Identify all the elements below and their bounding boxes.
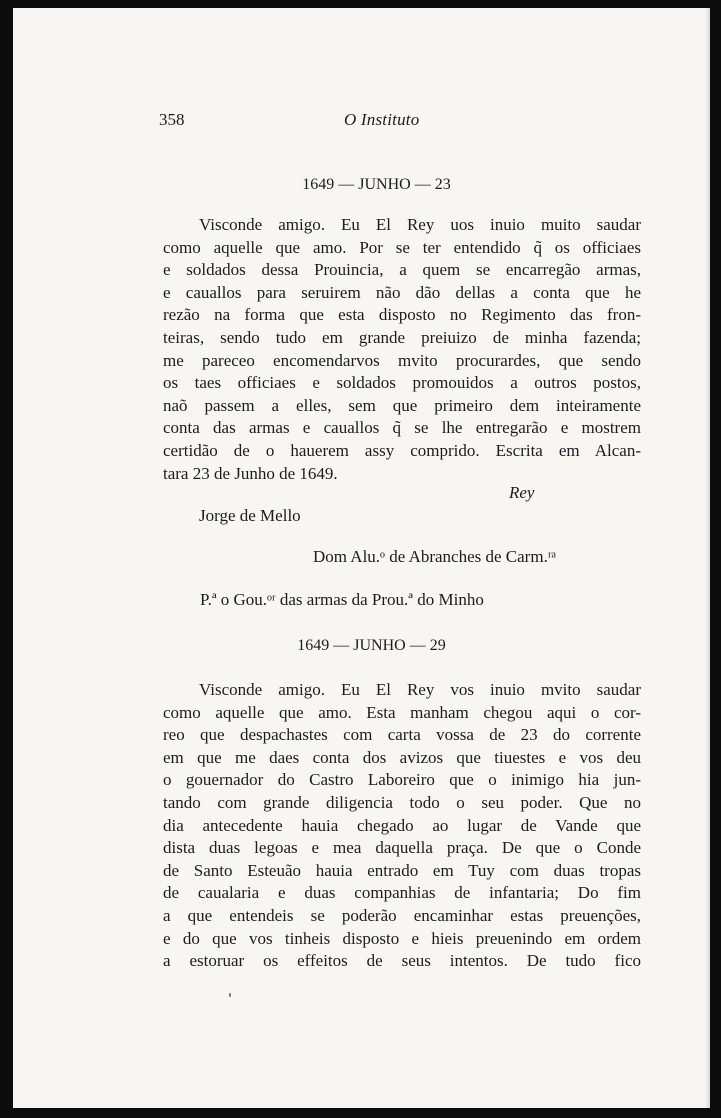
body-line: de caualaria e duas companhias de infantaria; Do fim: [163, 883, 641, 903]
letter-addressee: P.ª o Gou.ᵒʳ das armas da Prou.ª do Minho: [200, 590, 484, 609]
body-line: a estoruar os effeitos de seus intentos. De tudo fico: [163, 951, 641, 971]
signature-rey: Rey: [509, 483, 535, 502]
book-page: [13, 8, 710, 1108]
body-line: tara 23 de Junho de 1649.: [163, 463, 338, 483]
body-line: Visconde amigo. Eu El Rey vos inuio mvito saudar: [199, 680, 641, 699]
body-line: como aquelle que amo. Por se ter entendido q̃ os officiaes: [163, 237, 641, 257]
body-line: rezão na forma que esta disposto no Regimento das fron-: [163, 305, 641, 325]
body-line: me pareceo encomendarvos mvito procurardes, que sendo: [163, 350, 641, 370]
body-line: os taes officiaes e soldados promouidos a outros postos,: [163, 373, 641, 393]
body-line: certidão de o hauerem assy comprido. Escrita em Alcan-: [163, 440, 641, 460]
running-title: O Instituto: [344, 110, 420, 129]
body-line: naõ passem a elles, sem que primeiro dem inteiramente: [163, 395, 641, 415]
body-line: como aquelle que amo. Esta manham chegou aqui o cor-: [163, 702, 641, 722]
body-line: teiras, sendo tudo em grande preiuizo de minha fazenda;: [163, 327, 641, 347]
letter-date-heading: 1649 — JUNHO — 23: [302, 176, 451, 193]
page-edge-shadow: [705, 8, 710, 1108]
body-line: e cauallos para seruirem não dão dellas a conta que he: [163, 282, 641, 302]
body-line: o gouernador do Castro Laboreiro que o inimigo hia jun-: [163, 770, 641, 790]
body-line: dia antecedente hauia chegado ao lugar de Vande que: [163, 815, 641, 835]
body-line: e do que vos tinheis disposto e hieis preuenindo em ordem: [163, 928, 641, 948]
body-line: de Santo Esteuão hauia entrado em Tuy com duas tropas: [163, 860, 641, 880]
body-line: em que me daes conta dos avizos que tiuestes e vos deu: [163, 747, 641, 767]
letter-date-heading: 1649 — JUNHO — 29: [297, 637, 446, 654]
body-line: tando com grande diligencia todo o seu poder. Que no: [163, 792, 641, 812]
letter-body: [163, 679, 641, 973]
ink-speck: [229, 993, 231, 997]
countersignature: Dom Alu.ᵒ de Abranches de Carm.ʳᵃ: [313, 547, 557, 566]
page-number: 358: [159, 110, 185, 129]
body-line: e soldados dessa Prouincia, a quem se encarregão armas,: [163, 260, 641, 280]
body-line: reo que despachastes com carta vossa de 23 do corrente: [163, 725, 641, 745]
letter-body: [163, 214, 641, 485]
body-line: conta das armas e cauallos q̃ se lhe entregarão e mostrem: [163, 418, 641, 438]
body-line: a que entendeis se poderão encaminhar estas preuenções,: [163, 905, 641, 925]
secretary-signature: Jorge de Mello: [199, 506, 301, 525]
body-line: Visconde amigo. Eu El Rey uos inuio muito saudar: [199, 215, 641, 234]
body-line: dista duas legoas e mea daquella praça. De que o Conde: [163, 838, 641, 858]
